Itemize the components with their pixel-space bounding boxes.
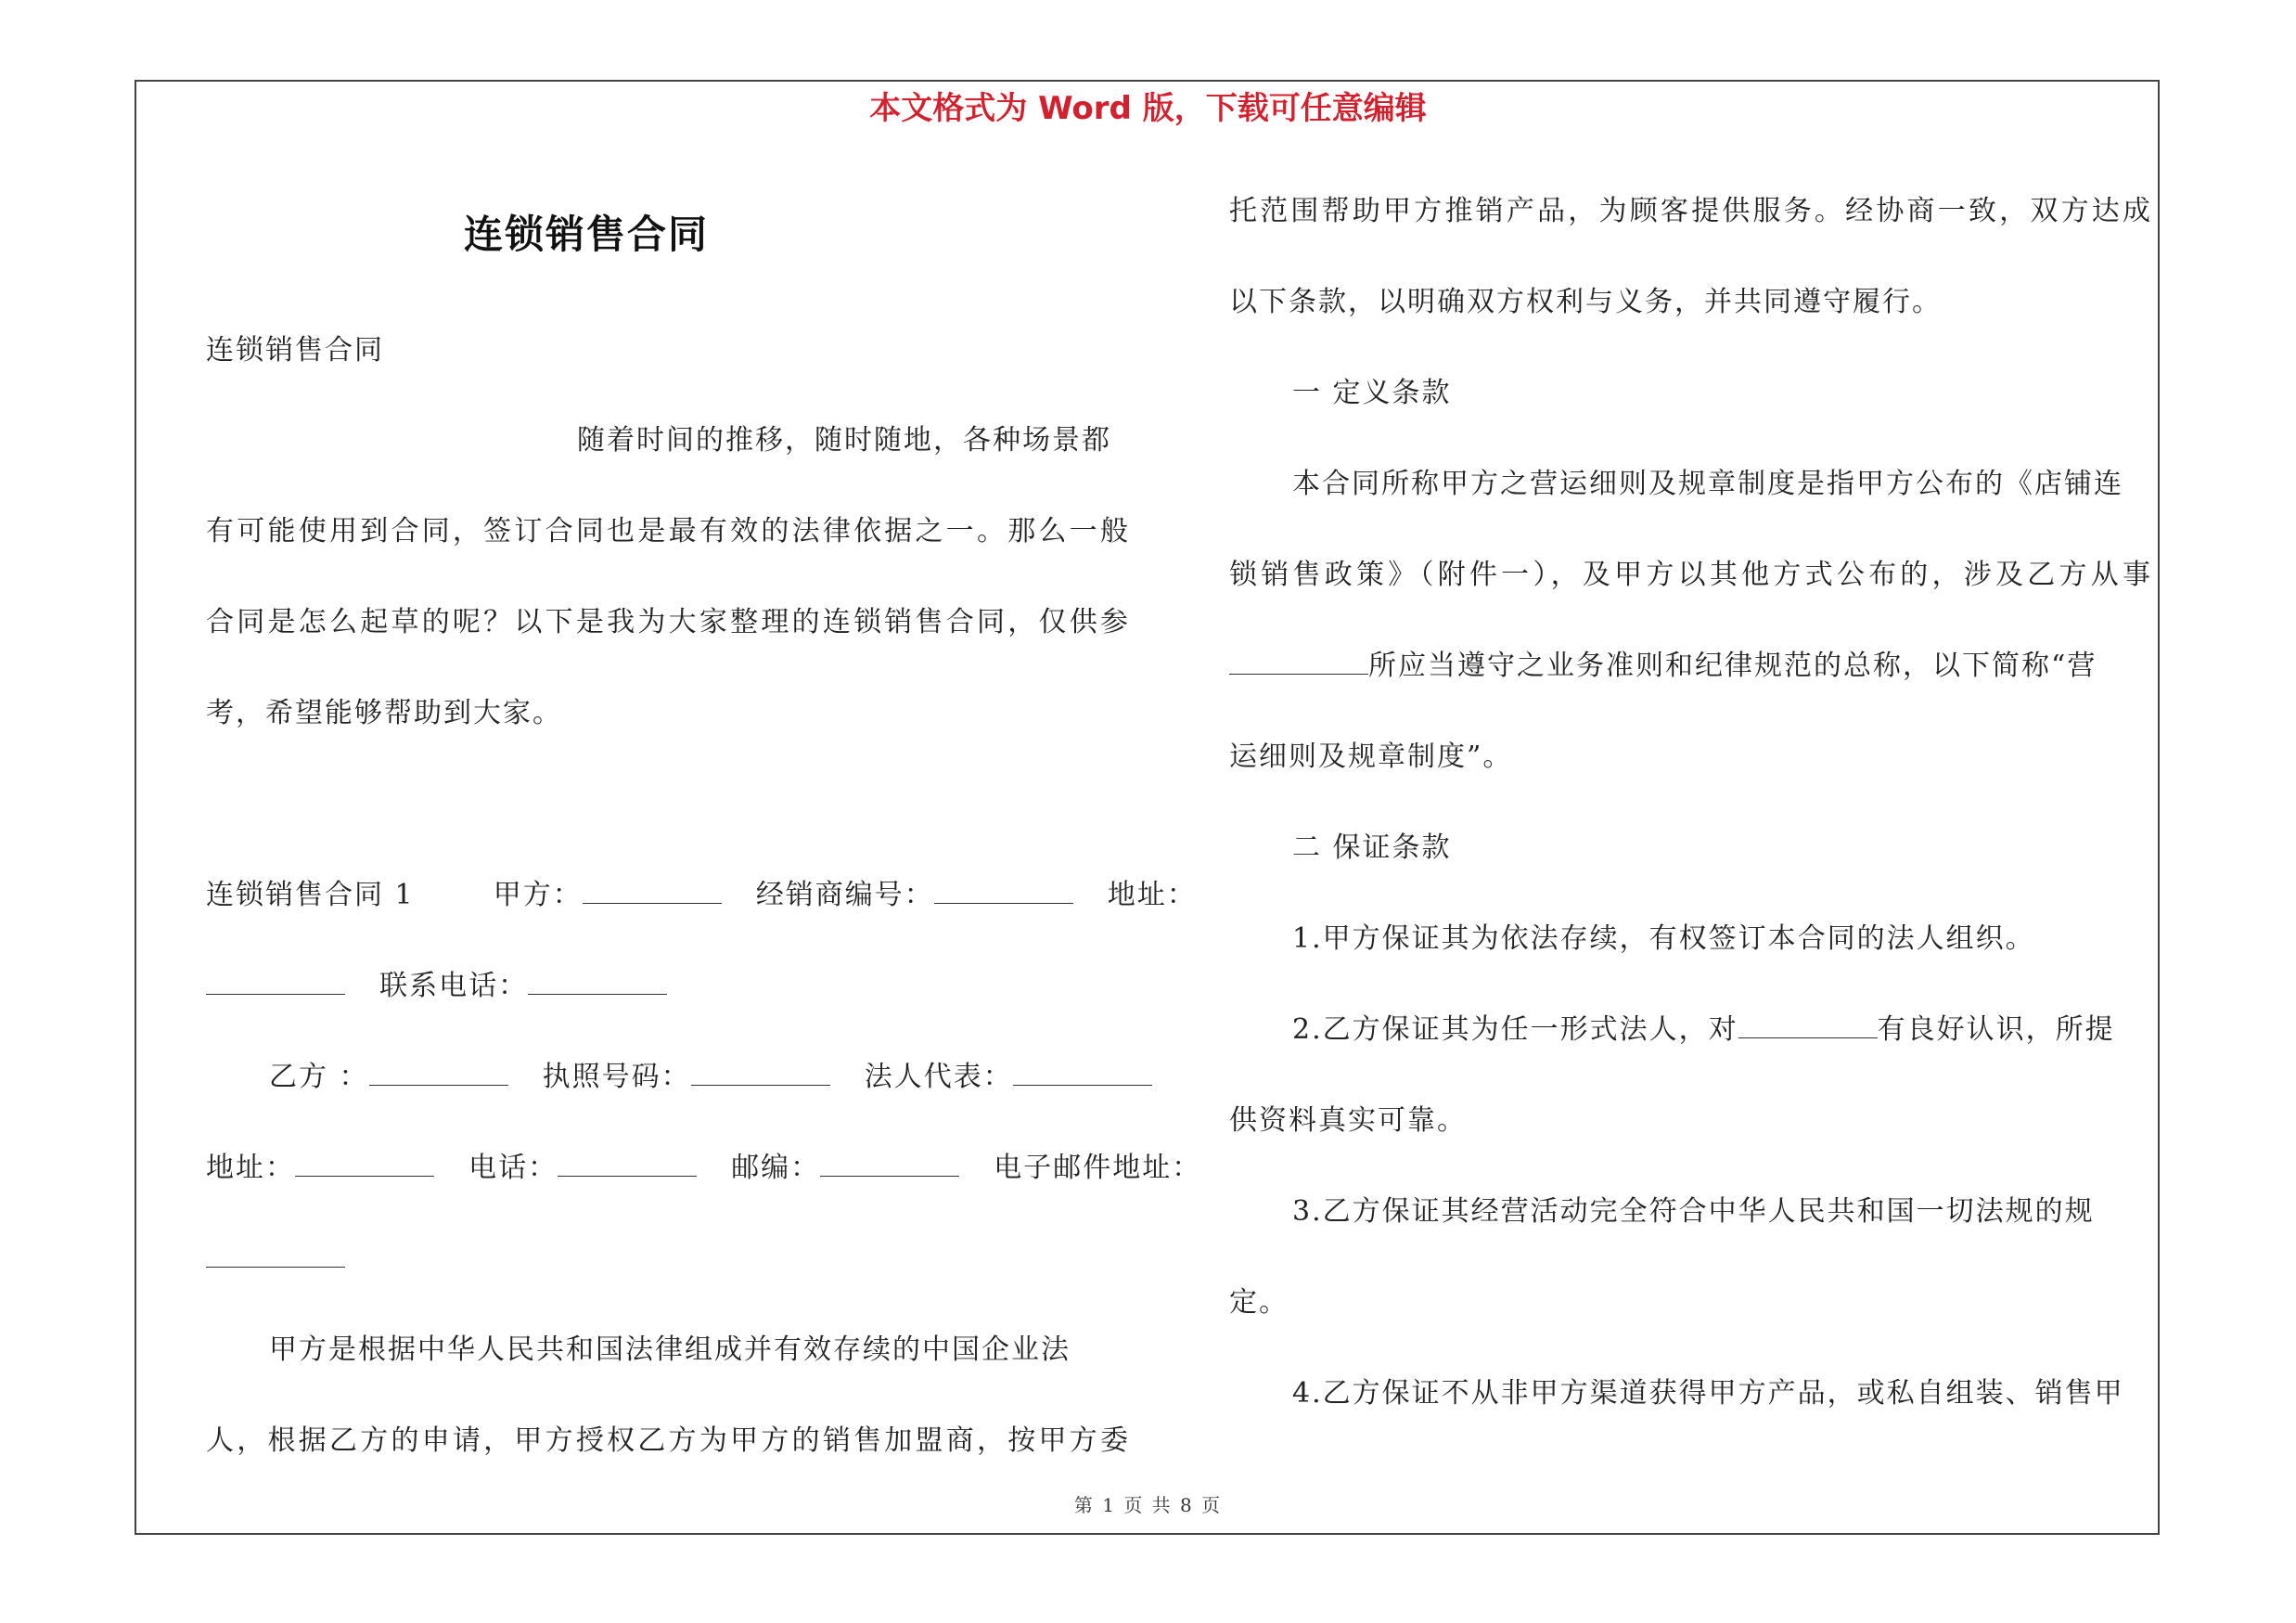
section-warranties: 二 保证条款 bbox=[1292, 831, 1452, 864]
right-line-1: 托范围帮助甲方推销产品，为顾客提供服务。经协商一致，双方达成 bbox=[1229, 195, 2152, 227]
party-a-row bbox=[206, 877, 1197, 914]
postcode-blank bbox=[820, 1152, 959, 1177]
phone-row bbox=[206, 968, 667, 1005]
warranty-item-2-part2: 有良好认识，所提 bbox=[1877, 1013, 2115, 1046]
party-a-label: 甲方： bbox=[493, 879, 583, 911]
phone2-label: 电话： bbox=[468, 1152, 558, 1184]
license-blank bbox=[691, 1061, 830, 1086]
phone-blank bbox=[528, 970, 667, 995]
phone2-blank bbox=[558, 1152, 697, 1177]
page-footer: 第 1 页 共 8 页 bbox=[1073, 1494, 1223, 1516]
address2-label: 地址： bbox=[206, 1152, 295, 1184]
definition-line-4: 运细则及规章制度”。 bbox=[1229, 741, 1513, 773]
party-b-row bbox=[269, 1059, 1152, 1096]
email-blank bbox=[206, 1243, 345, 1268]
warranty-item-3-line-2: 定。 bbox=[1229, 1286, 1289, 1319]
warranty-item-1: 1.甲方保证其为依法存续，有权签订本合同的法人组织。 bbox=[1292, 922, 2035, 955]
email-label: 电子邮件地址： bbox=[994, 1152, 1202, 1184]
intro-line-3: 合同是怎么起草的呢？以下是我为大家整理的连锁销售合同，仅供参 bbox=[206, 606, 1130, 638]
right-line-2: 以下条款，以明确双方权利与义务，并共同遵守履行。 bbox=[1229, 286, 1942, 318]
party-b-blank bbox=[369, 1061, 508, 1086]
warranty-item-2-row bbox=[1292, 1011, 2152, 1049]
warranty-item-4-line-1: 4.乙方保证不从非甲方渠道获得甲方产品，或私自组装、销售甲 bbox=[1292, 1377, 2124, 1410]
warranty-item-2-blank bbox=[1738, 1013, 1878, 1038]
dealer-no-blank bbox=[934, 879, 1073, 904]
section-definitions: 一 定义条款 bbox=[1292, 377, 1452, 409]
legal-rep-label: 法人代表： bbox=[864, 1061, 1013, 1093]
body-line-2: 人，根据乙方的申请，甲方授权乙方为甲方的销售加盟商，按甲方委 bbox=[206, 1424, 1130, 1457]
intro-line-2: 有可能使用到合同，签订合同也是最有效的法律依据之一。那么一般 bbox=[206, 515, 1130, 547]
warranty-item-3-line-1: 3.乙方保证其经营活动完全符合中华人民共和国一切法规的规 bbox=[1292, 1195, 2095, 1228]
warranty-item-2-part1: 2.乙方保证其为任一形式法人，对 bbox=[1292, 1013, 1738, 1046]
party-a-blank bbox=[583, 879, 722, 904]
format-banner: 本文格式为 Word 版，下载可任意编辑 bbox=[869, 90, 1427, 127]
body-line-1: 甲方是根据中华人民共和国法律组成并有效存续的中国企业法 bbox=[269, 1333, 1071, 1366]
license-label: 执照号码： bbox=[542, 1061, 691, 1093]
intro-line-1: 随着时间的推移，随时随地，各种场景都 bbox=[577, 424, 1111, 457]
definition-line-1: 本合同所称甲方之营运细则及规章制度是指甲方公布的《店铺连 bbox=[1292, 468, 2123, 500]
email-row bbox=[206, 1241, 345, 1278]
contract1-heading: 连锁销售合同 1 bbox=[206, 879, 415, 911]
dealer-no-label: 经销商编号： bbox=[755, 879, 934, 911]
legal-rep-blank bbox=[1013, 1061, 1152, 1086]
definition-line-3-row bbox=[1229, 648, 2152, 685]
address-blank bbox=[206, 970, 345, 995]
business-blank bbox=[1229, 650, 1368, 675]
warranty-item-2-line-2: 供资料真实可靠。 bbox=[1229, 1104, 1467, 1137]
definition-line-2: 锁销售政策》（附件一），及甲方以其他方式公布的，涉及乙方从事 bbox=[1229, 559, 2152, 591]
address2-blank bbox=[295, 1152, 434, 1177]
subtitle: 连锁销售合同 bbox=[206, 334, 384, 367]
document-title: 连锁销售合同 bbox=[463, 212, 709, 257]
party-b-label: 乙方 ： bbox=[269, 1061, 369, 1093]
definition-line-3: 所应当遵守之业务准则和纪律规范的总称，以下简称“营 bbox=[1368, 650, 2097, 682]
intro-line-4: 考，希望能够帮助到大家。 bbox=[206, 697, 562, 729]
contact-row bbox=[206, 1150, 1201, 1187]
postcode-label: 邮编： bbox=[731, 1152, 821, 1184]
phone-label: 联系电话： bbox=[379, 970, 529, 1002]
address-label: 地址： bbox=[1107, 879, 1197, 911]
